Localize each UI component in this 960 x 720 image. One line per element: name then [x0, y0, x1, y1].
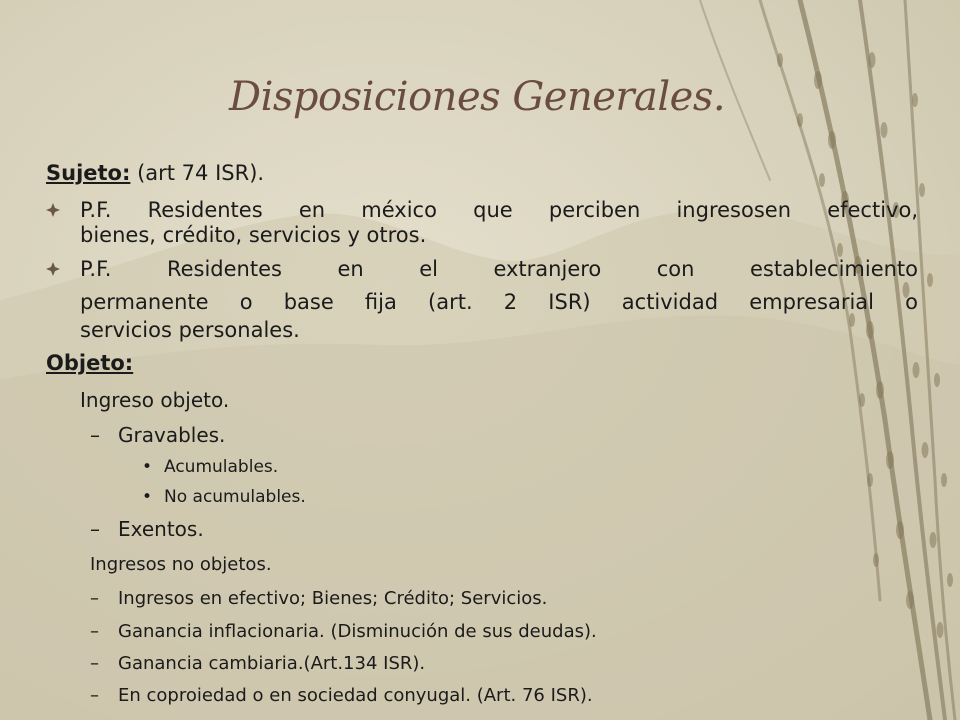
acumulables-item: [142, 455, 278, 480]
dash-marker: –: [90, 621, 99, 642]
no-objeto-item: [90, 619, 597, 644]
sujeto-reference: (art 74 ISR).: [137, 161, 265, 185]
exentos-item: [90, 517, 204, 542]
objeto-heading: [46, 351, 133, 376]
no-objeto-item: [90, 683, 593, 708]
no-objeto-item-text: Ganancia inflacionaria. (Disminución de sus deudas).: [118, 621, 597, 642]
gravables-item: [90, 423, 225, 448]
ingresos-no-objetos: Ingresos no objetos.: [90, 554, 272, 575]
no-objeto-item-text: Ganancia cambiaria.(Art.134 ISR).: [118, 653, 426, 674]
no-objeto-item-text: En coproiedad o en sociedad conyugal. (Art. 76 ISR).: [118, 685, 593, 706]
dash-marker: –: [90, 685, 99, 706]
sujeto-bullet-1-line-1: P.F. Residentes en méxico que perciben ingresosen efectivo,: [80, 198, 918, 222]
sujeto-bullet-2-line-3: servicios personales.: [80, 318, 300, 342]
gravables-label: Gravables.: [118, 423, 226, 447]
dash-marker: –: [90, 423, 100, 447]
dot-bullet-icon: •: [142, 487, 153, 507]
dash-marker: –: [90, 588, 99, 609]
dot-bullet-icon: •: [142, 457, 153, 477]
slide-title: Disposiciones Generales.: [229, 74, 726, 120]
no-objeto-item: [90, 586, 547, 611]
no-acumulables-item: [142, 485, 306, 510]
sujeto-bullet-2-line-2: permanente o base fija (art. 2 ISR) actividad empresarial o: [80, 290, 918, 314]
sujeto-heading: [46, 161, 264, 186]
sujeto-bullet-1-line-2: bienes, crédito, servicios y otros.: [80, 223, 427, 247]
ingreso-objeto: Ingreso objeto.: [80, 388, 230, 412]
exentos-label: Exentos.: [118, 517, 204, 541]
acumulables-label: Acumulables.: [164, 457, 279, 477]
no-acumulables-label: No acumulables.: [164, 487, 306, 507]
no-objeto-item-text: Ingresos en efectivo; Bienes; Crédito; Servicios.: [118, 588, 548, 609]
objeto-label: Objeto:: [46, 351, 134, 375]
dash-marker: –: [90, 653, 99, 674]
sujeto-bullet-2-line-1: P.F. Residentes en el extranjero con establecimiento: [80, 257, 918, 281]
no-objeto-item: [90, 651, 425, 676]
diamond-bullet-icon: [46, 203, 60, 217]
sujeto-label: Sujeto:: [46, 161, 131, 185]
dash-marker: –: [90, 517, 100, 541]
diamond-bullet-icon: [46, 262, 60, 276]
